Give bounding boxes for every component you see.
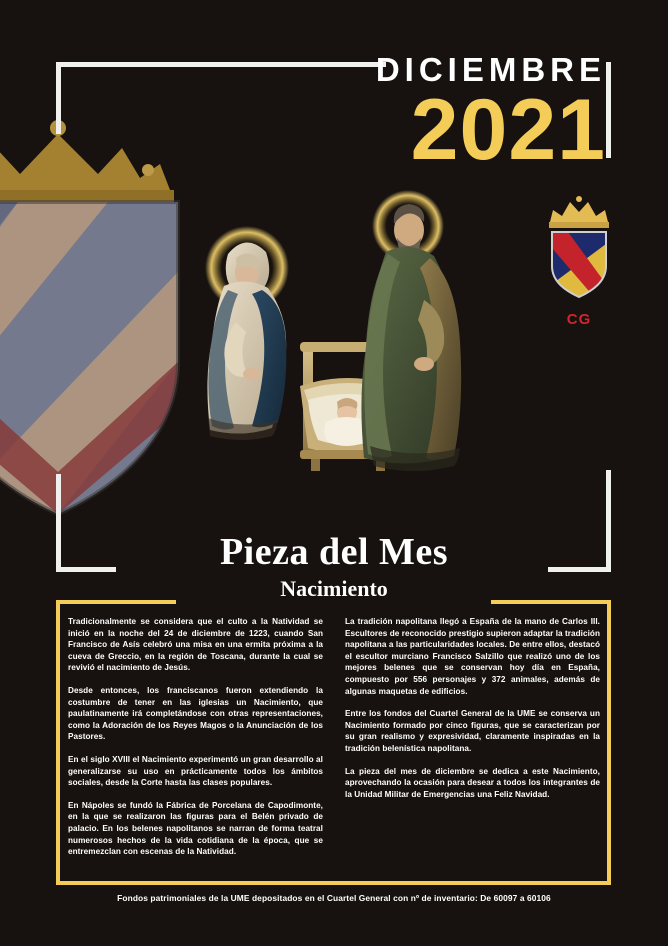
virgin-mary-figure xyxy=(205,226,289,440)
frame-line-top-left-vertical xyxy=(56,62,61,134)
nativity-figures-image xyxy=(0,150,668,510)
text-frame-bottom xyxy=(56,881,611,885)
frame-line-right-upper-vertical xyxy=(606,62,611,158)
body-text xyxy=(68,616,600,869)
paragraph: En Nápoles se fundó la Fábrica de Porcelana de Capodimonte, en la que se realizaron las figuras para el Belén privado de palacio. En los belenes napolitanos se narran de forma teatral numerosos hechos de la vida cotidiana de la época, que se entremezclan con escenas de la Natividad. xyxy=(68,800,323,857)
right-text-column xyxy=(345,616,600,869)
page-subtitle: Nacimiento xyxy=(280,576,388,601)
page-title: Pieza del Mes xyxy=(219,531,449,573)
saint-joseph-figure xyxy=(361,190,461,471)
badge-label: CG xyxy=(566,311,592,328)
paragraph: La tradición napolitana llegó a España de la mano de Carlos III. Escultores de reconocido prestigio supieron adaptar la tradición napolitana a las particularidades locales. De entre ellos, destacó el escultor murciano Francisco Salzillo que realizó uno de los mejores belenes que se conservan hoy día en España, compuesto por 556 personajes y 372 animales, además de algunas maquetas de edificios. xyxy=(345,617,600,696)
frame-line-top-left-horizontal xyxy=(56,62,386,67)
paragraph: En el siglo XVIII el Nacimiento experimentó un gran desarrollo al generalizarse su uso en prácticamente todos los ámbitos sociales, desde la Corte hasta las clases populares. xyxy=(68,754,323,788)
text-frame-top-right xyxy=(491,600,611,604)
left-text-column xyxy=(68,616,323,869)
month-label: DICIEMBRE xyxy=(375,51,606,88)
footer-note: Fondos patrimoniales de la UME depositados en el Cuartel General con nº de inventario: De 60097 a 60106 xyxy=(117,893,551,903)
text-frame-right xyxy=(607,600,611,885)
paragraph: Entre los fondos del Cuartel General de la UME se conserva un Nacimiento formado por cinco figuras, que se caracterizan por su gran realismo y expresividad, claramente inspiradas en la tradición belenística napolitana. xyxy=(345,709,600,753)
text-frame-top-left xyxy=(56,600,176,604)
paragraph: Tradicionalmente se considera que el culto a la Natividad se inició en la noche del 24 de diciembre de 1223, cuando San Francisco de Asís celebró una misa en una ermita próxima a la cueva de Greccio, en la región de Toscana, durante la cual se revivió el nacimiento de Jesús. xyxy=(68,617,323,673)
text-frame-left xyxy=(56,600,60,885)
title-block xyxy=(0,530,668,602)
paragraph: La pieza del mes de diciembre se dedica a este Nacimiento, aprovechando la ocasión para desear a todos los integrantes de la Unidad Militar de Emergencias una Feliz Navidad. xyxy=(345,766,600,799)
paragraph: Desde entonces, los franciscanos fueron extendiendo la costumbre de tener en las iglesias un Nacimiento, que paulatinamente irá completándose con otras representaciones, como la Adoración de los Reyes Magos o la Anunciación de los Pastores. xyxy=(68,685,323,742)
year-label: 2021 xyxy=(410,82,606,178)
